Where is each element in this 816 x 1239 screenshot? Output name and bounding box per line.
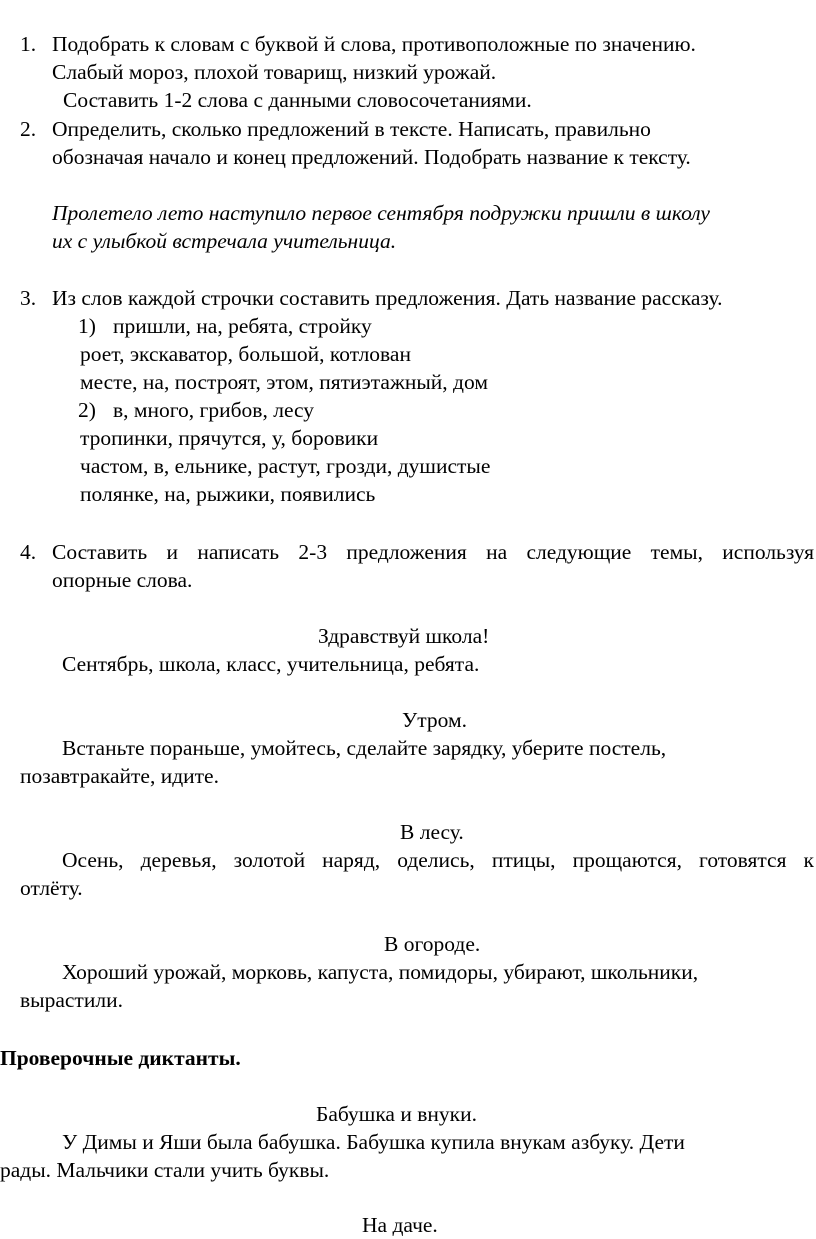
task4-instruction-line1: Составить и написать 2-3 предложения на следующие темы, используя xyxy=(52,540,814,564)
topic3-title: В лесу. xyxy=(400,820,464,844)
dictation2-title: На даче. xyxy=(362,1213,438,1237)
topic4-title: В огороде. xyxy=(384,932,481,956)
task2-instruction-line1: Определить, сколько предложений в тексте. Написать, правильно xyxy=(52,117,651,141)
task3-group2-line4: полянке, на, рыжики, появились xyxy=(80,482,376,506)
task1-phrases: Слабый мороз, плохой товарищ, низкий урожай. xyxy=(52,60,497,84)
topic1-words: Сентябрь, школа, класс, учительница, ребята. xyxy=(62,652,480,676)
topic3-words-line1: Осень, деревья, золотой наряд, оделись, птицы, прощаются, готовятся к xyxy=(62,848,814,872)
topic1-title: Здравствуй школа! xyxy=(318,624,490,648)
topic3-words-line2: отлёту. xyxy=(20,876,83,900)
task1-subtask: Составить 1-2 слова с данными словосочетаниями. xyxy=(63,88,532,112)
topic2-words-line2: позавтракайте, идите. xyxy=(20,764,219,788)
task3-group1-line1: пришли, на, ребята, стройку xyxy=(113,314,372,338)
task3-group1-line2: роет, экскаватор, большой, котлован xyxy=(80,342,411,366)
topic4-words-line1: Хороший урожай, морковь, капуста, помидоры, убирают, школьники, xyxy=(62,960,699,984)
task3-instruction: Из слов каждой строчки составить предложения. Дать название рассказу. xyxy=(52,286,723,310)
task2-number: 2. xyxy=(20,117,37,141)
dictations-heading: Проверочные диктанты. xyxy=(0,1046,241,1070)
task3-group1-number: 1) xyxy=(78,314,96,338)
task1-instruction: Подобрать к словам с буквой й слова, противоположные по значению. xyxy=(52,32,696,56)
topic2-words-line1: Встаньте пораньше, умойтесь, сделайте зарядку, уберите постель, xyxy=(62,736,667,760)
task3-group2-number: 2) xyxy=(78,398,96,422)
dictation1-title: Бабушка и внуки. xyxy=(316,1102,477,1126)
task3-number: 3. xyxy=(20,286,37,310)
task2-text-line2: их с улыбкой встречала учительница. xyxy=(52,229,397,253)
topic4-words-line2: вырастили. xyxy=(20,988,123,1012)
task2-text-line1: Пролетело лето наступило первое сентября подружки пришли в школу xyxy=(52,201,710,225)
task3-group2-line3: частом, в, ельнике, растут, грозди, душистые xyxy=(80,454,491,478)
task3-group2-line2: тропинки, прячутся, у, боровики xyxy=(80,426,379,450)
task3-group1-line3: месте, на, построят, этом, пятиэтажный, дом xyxy=(80,370,488,394)
task4-instruction-line2: опорные слова. xyxy=(52,568,193,592)
task3-group2-line1: в, много, грибов, лесу xyxy=(113,398,315,422)
task4-number: 4. xyxy=(20,540,37,564)
task1-number: 1. xyxy=(20,32,37,56)
task2-instruction-line2: обозначая начало и конец предложений. Подобрать название к тексту. xyxy=(52,145,691,169)
topic2-title: Утром. xyxy=(402,708,467,732)
dictation1-line1: У Димы и Яши была бабушка. Бабушка купила внукам азбуку. Дети xyxy=(62,1130,685,1154)
dictation1-line2: рады. Мальчики стали учить буквы. xyxy=(0,1158,330,1182)
